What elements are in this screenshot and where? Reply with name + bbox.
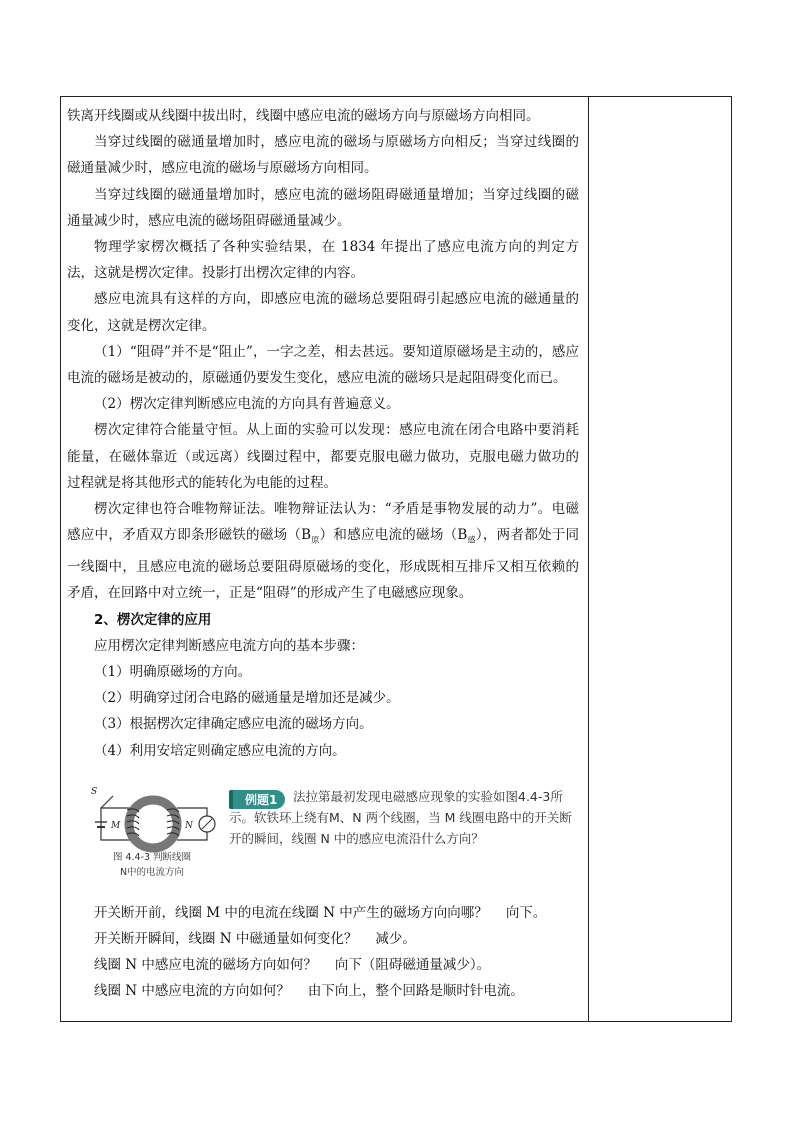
paragraph: 铁离开线圈或从线圈中拔出时，线圈中感应电流的磁场方向与原磁场方向相同。 — [67, 108, 540, 124]
steps-intro: 应用楞次定律判断感应电流方向的基本步骤： — [94, 637, 364, 654]
iron-ring — [129, 800, 177, 848]
example-text: 法拉第最初发现电磁感应现象的实验如图4.4-3所示。软铁环上绕有M、N 两个线圈，当 M 线圈电路中的开关断开的瞬间，线圈 N 中的感应电流沿什么方向？ — [229, 788, 572, 846]
paragraph: （2）楞次定律判断感应电流的方向具有普遍意义。 — [94, 396, 400, 413]
step-item: （4）利用安培定则确定感应电流的方向。 — [94, 742, 346, 759]
column-divider — [588, 97, 589, 1021]
label-n: N — [185, 820, 193, 831]
example-badge: 例题1 — [229, 790, 285, 809]
step-item: （3）根据楞次定律确定感应电流的磁场方向。 — [94, 716, 373, 733]
paragraph: 物理学家楞次概括了各种实验结果，在 1834 年提出了感应电流方向的判定方法，这就是楞次定律。投影打出楞次定律的内容。 — [67, 239, 579, 282]
switch-lever — [101, 796, 113, 808]
main-content — [67, 103, 579, 1005]
paragraph: （1）“阻碍”并不是“阻止”，一字之差，相去甚远。要知道原磁场是主动的，感应电流的磁场是被动的，原磁通仍要发生变化，感应电流的磁场只是起阻碍变化而已。 — [67, 343, 579, 387]
label-s: S — [91, 786, 98, 797]
label-m: M — [111, 820, 121, 831]
qa-line: 线圈 N 中感应电流的磁场方向如何？ 向下（阻碍磁通量减少）。 — [94, 957, 491, 974]
step-item: （1）明确原磁场的方向。 — [94, 663, 252, 680]
lesson-table — [60, 96, 732, 1022]
paragraph: 楞次定律符合能量守恒。从上面的实验可以发现：感应电流在闭合电路中要消耗能量，在磁体靠近（或远离）线圈过程中，都要克服电磁力做功，克服电磁力做功的过程就是将其他形式的能转化为电能的过程。 — [67, 422, 579, 491]
figure-caption: 图 4.4-3 判断线圈 N中的电流方向 — [112, 851, 192, 878]
step-item: （2）明确穿过闭合电路的磁通量是增加还是减少。 — [94, 690, 400, 707]
qa-line: 开关断开瞬间，线圈 N 中磁通量如何变化？ 减少。 — [94, 930, 416, 947]
paragraph: 当穿过线圈的磁通量增加时，感应电流的磁场阻碍磁通量增加；当穿过线圈的磁通量减少时，感应电流的磁场阻碍磁通量减少。 — [67, 186, 579, 229]
paragraph: 感应电流具有这样的方向，即感应电流的磁场总要阻碍引起感应电流的磁通量的变化，这就是楞次定律。 — [67, 291, 579, 334]
qa-line: 开关断开前，线圈 M 中的电流在线圈 N 中产生的磁场方向向哪？ 向下。 — [94, 904, 547, 921]
section-heading: 2、楞次定律的应用 — [94, 611, 212, 628]
paragraph: 当穿过线圈的磁通量增加时，感应电流的磁场与原磁场方向相反；当穿过线圈的磁通量减少时，感应电流的磁场与原磁场方向相同。 — [67, 134, 579, 177]
qa-line: 线圈 N 中感应电流的方向如何？ 由下向上，整个回路是顺时针电流。 — [94, 983, 524, 1000]
example-block — [67, 770, 579, 892]
dialectic-paragraph: 楞次定律也符合唯物辩证法。唯物辩证法认为：“矛盾是事物发展的动力”。电磁感应中，矛盾双方即条形磁铁的磁场$(B_原)$和感应电流的磁场$(B_感)$，两者都处于同一线圈中，且感应电流的磁场总要阻碍原磁场的变化，形成既相互排斥又相互依赖的矛盾，在回路中对立统一，正是“阻碍”的形成产生了电磁感应现象。 — [67, 501, 580, 602]
